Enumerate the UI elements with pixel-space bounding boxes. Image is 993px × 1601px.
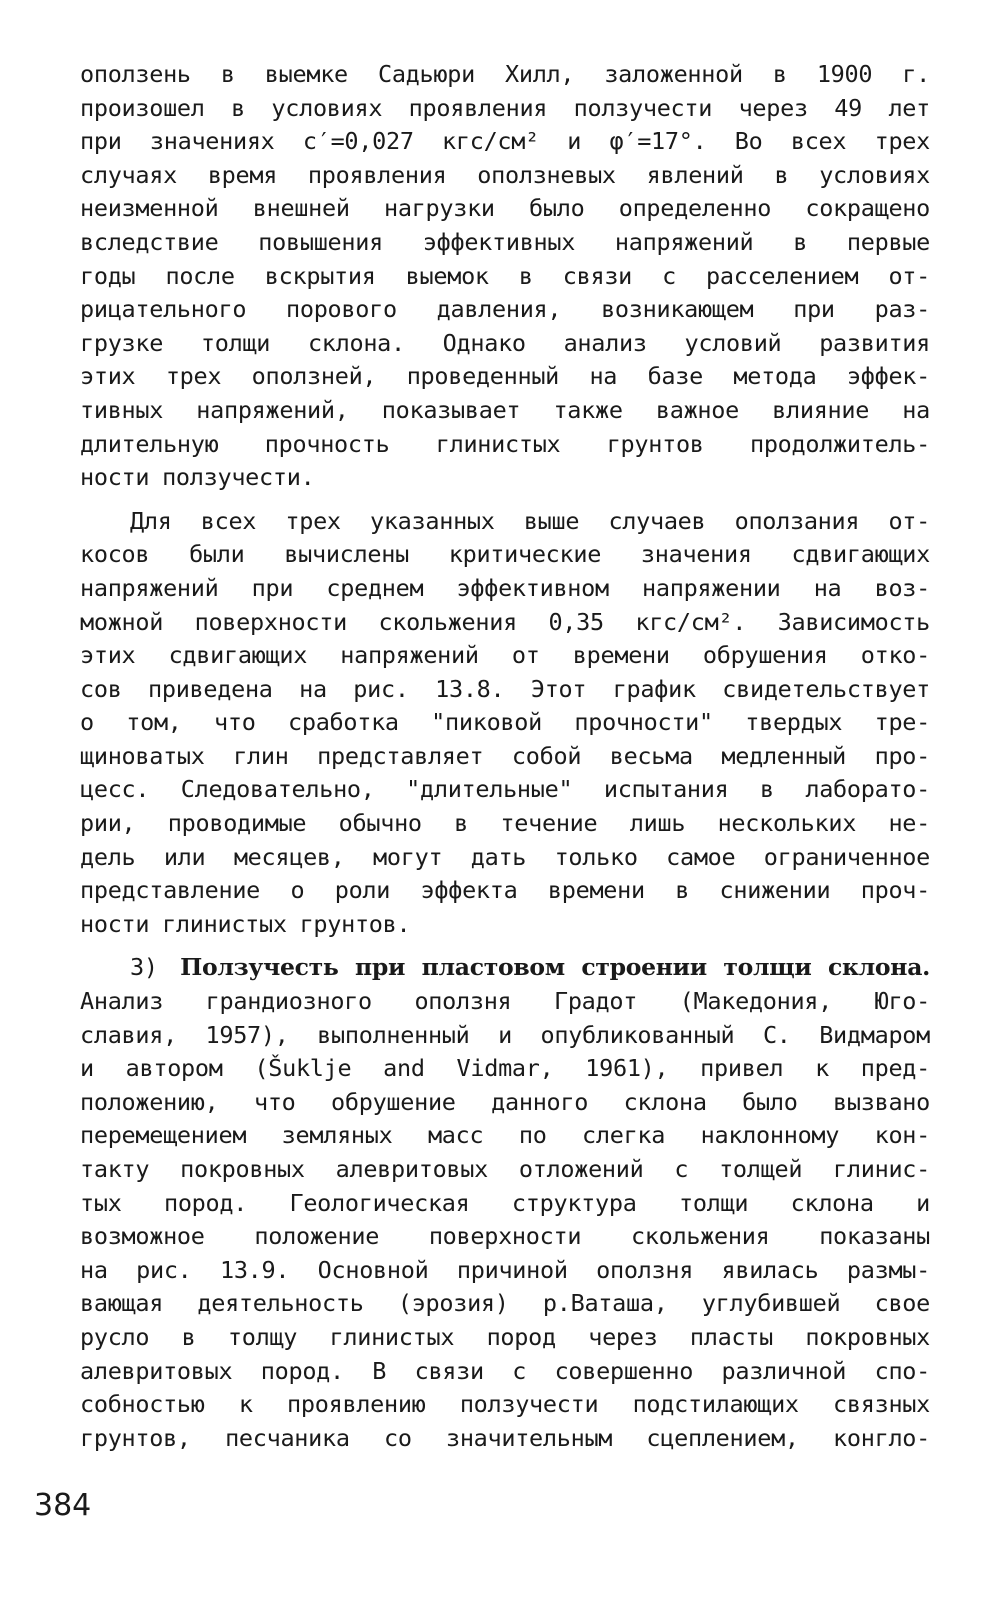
section-heading-line — [80, 951, 930, 985]
text-line: на рис. 13.9. Основной причиной оползня явилась размы- — [80, 1255, 930, 1284]
text-line: косов были вычислены критические значения сдвигающих — [80, 540, 930, 569]
text-line: неизменной внешней нагрузки было определенно сокращено — [80, 194, 930, 223]
text-line: годы после вскрытия выемок в связи с расселением от- — [80, 261, 930, 290]
text-line: оползень в выемке Садьюри Хилл, заложенной в 1900 г. — [80, 60, 930, 88]
page-body — [80, 58, 930, 1455]
text-line: вследствие повышения эффективных напряжений в первые — [80, 227, 930, 256]
text-line: Анализ грандиозного оползня Градот (Македония, Юго- — [80, 987, 930, 1016]
text-line: грунтов, песчаника со значительным сцеплением, конгло- — [80, 1423, 930, 1452]
text-line: собностью к проявлению ползучести подстилающих связных — [80, 1390, 930, 1419]
text-line: возможное положение поверхности скольжения показаны — [80, 1222, 930, 1251]
text-line: Для всех трех указанных выше случаев оползания от- — [130, 506, 930, 535]
section-number: 3) — [130, 953, 181, 982]
text-line: этих трех оползней, проведенный на базе метода эффек- — [80, 362, 930, 391]
text-line: алевритовых пород. В связи с совершенно различной спо- — [80, 1356, 930, 1385]
text-line: длительную прочность глинистых грунтов продолжитель- — [80, 429, 930, 458]
section-heading: Ползучесть при пластовом строении толщи склона. — [180, 953, 931, 982]
text-line: произошел в условиях проявления ползучести через 49 лет — [80, 93, 930, 122]
text-line: рицательного порового давления, возникающем при раз- — [80, 295, 930, 324]
text-line: представление о роли эффекта времени в снижении проч- — [80, 876, 930, 905]
text-line: случаях время проявления оползневых явлений в условиях — [80, 160, 930, 189]
text-line: тивных напряжений, показывает также важное влияние на — [80, 395, 930, 424]
text-line: напряжений при среднем эффективном напряжении на воз- — [80, 573, 930, 602]
paragraph-spacer — [80, 941, 930, 951]
text-line: ности глинистых грунтов. — [80, 909, 411, 938]
text-line: ности ползучести. — [80, 463, 315, 492]
paragraph-3 — [80, 951, 930, 1455]
text-line: русло в толщу глинистых пород через пласты покровных — [80, 1322, 930, 1351]
text-line: вающая деятельность (эрозия) р.Ваташа, углубившей свое — [80, 1289, 930, 1318]
text-line: тых пород. Геологическая структура толщи склона и — [80, 1188, 930, 1217]
text-line: грузке толщи склона. Однако анализ условий развития — [80, 328, 930, 357]
text-line: цесс. Следовательно, "длительные" испытания в лаборато- — [80, 775, 930, 804]
text-line: сов приведена на рис. 13.8. Этот график свидетельствует — [80, 674, 930, 703]
text-line: рии, проводимые обычно в течение лишь нескольких не- — [80, 809, 930, 838]
text-line: можной поверхности скольжения 0,35 кгс/см². Зависимость — [80, 607, 930, 636]
text-line: такту покровных алевритовых отложений с толщей глинис- — [80, 1155, 930, 1183]
text-line: о том, что сработка "пиковой прочности" твердых тре- — [80, 708, 930, 737]
text-line: щиноватых глин представляет собой весьма медленный про- — [80, 741, 930, 770]
paragraph-1 — [80, 58, 930, 495]
text-line: при значениях c′=0,027 кгс/см² и φ′=17°. Во всех трех — [80, 127, 930, 156]
paragraph-2 — [80, 505, 930, 942]
text-line: перемещением земляных масс по слегка наклонному кон- — [80, 1121, 930, 1150]
text-line: и автором (Šuklje and Vidmar, 1961), привел к пред- — [80, 1054, 930, 1083]
text-line: этих сдвигающих напряжений от времени обрушения отко- — [80, 641, 930, 670]
paragraph-spacer — [80, 495, 930, 505]
page-number: 384 — [34, 1488, 92, 1523]
text-line: славия, 1957), выполненный и опубликованный С. Видмаром — [80, 1020, 930, 1049]
text-line: положению, что обрушение данного склона было вызвано — [80, 1087, 930, 1116]
text-line: дель или месяцев, могут дать только самое ограниченное — [80, 842, 930, 871]
